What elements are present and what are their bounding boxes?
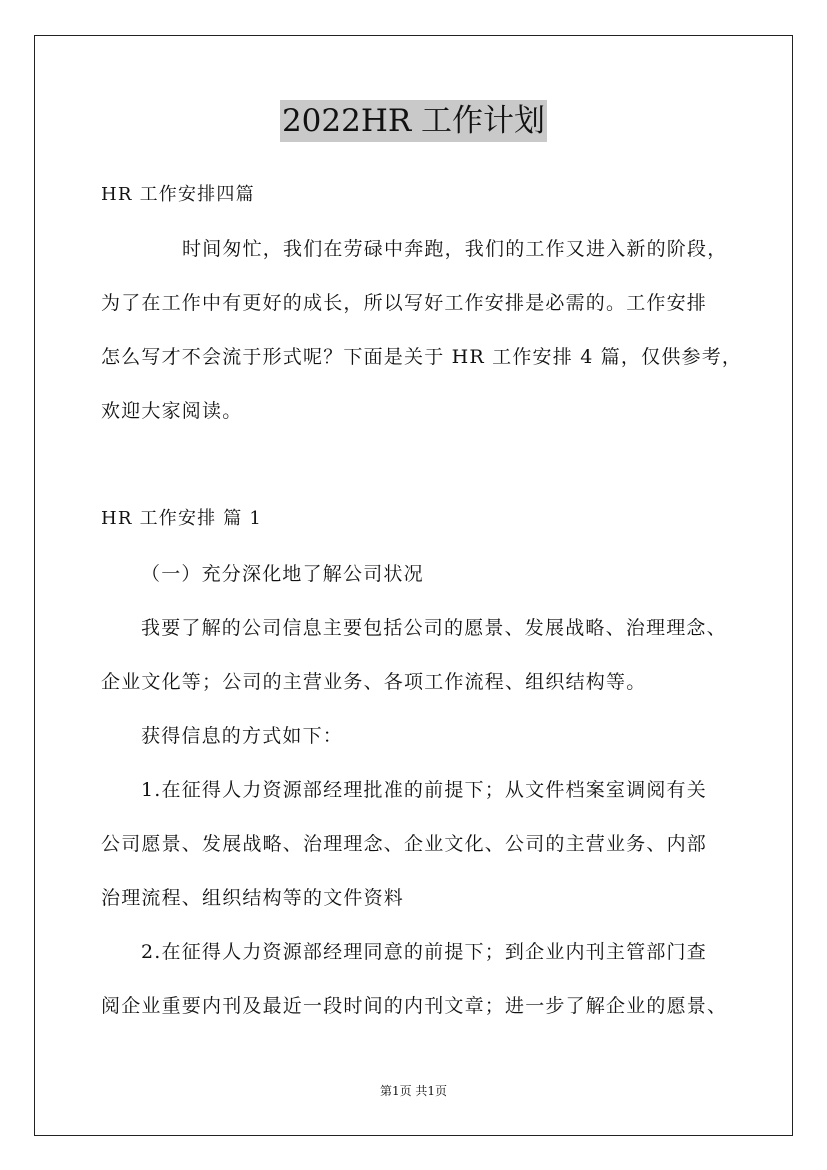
document-subtitle: HR 工作安排四篇 [101,184,255,205]
title-container [0,100,827,142]
intro-line-2: 为了在工作中有更好的成长，所以写好工作安排是必需的。工作安排 [101,292,708,314]
para-1-line-1: 我要了解的公司信息主要包括公司的愿景、发展战略、治理理念、 [141,617,727,639]
item-2-line-1: 2.在征得人力资源部经理同意的前提下；到企业内刊主管部门查 [141,941,707,963]
item-1-line-1: 1.在征得人力资源部经理批准的前提下；从文件档案室调阅有关 [141,779,707,801]
document-title: 2022HR 工作计划 [280,100,547,142]
item-1-line-2: 公司愿景、发展战略、治理理念、企业文化、公司的主营业务、内部 [101,833,708,855]
intro-line-3: 怎么写才不会流于形式呢？下面是关于 HR 工作安排 4 篇，仅供参考， [101,346,743,368]
item-1-line-3: 治理流程、组织结构等的文件资料 [101,887,405,909]
para-2: 获得信息的方式如下： [141,725,344,747]
para-1-line-2: 企业文化等；公司的主营业务、各项工作流程、组织结构等。 [101,671,647,693]
intro-line-1: 时间匆忙，我们在劳碌中奔跑，我们的工作又进入新的阶段， [182,238,728,260]
item-2-line-2: 阅企业重要内刊及最近一段时间的内刊文章；进一步了解企业的愿景、 [101,995,728,1017]
section-1-heading: HR 工作安排 篇 1 [101,508,263,529]
intro-line-4: 欢迎大家阅读。 [101,400,243,422]
page-number: 第1页 共1页 [379,1084,448,1098]
section-1-subheading: （一）充分深化地了解公司状况 [141,563,424,585]
